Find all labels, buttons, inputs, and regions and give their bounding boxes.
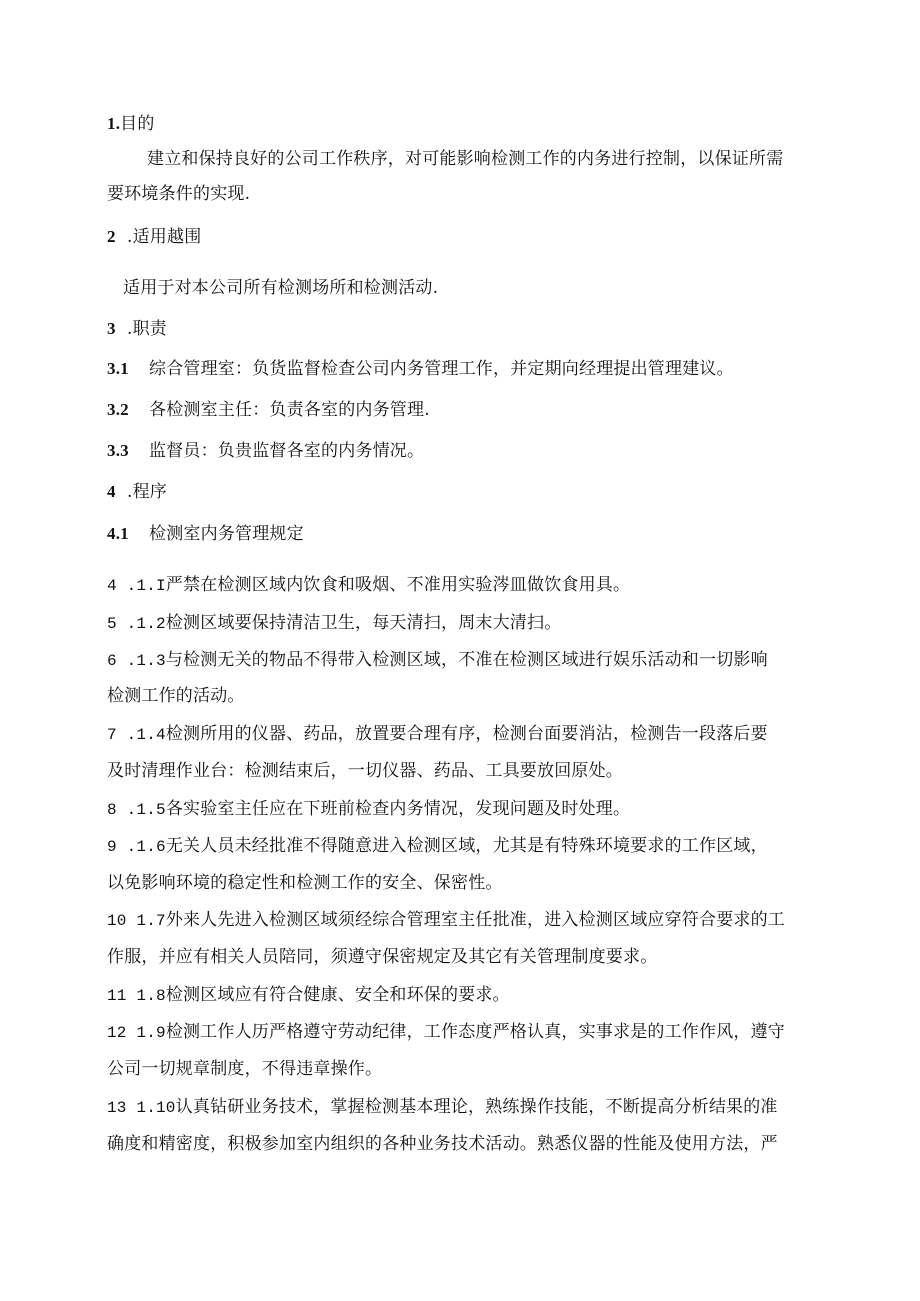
rule-prefix: 6 .1.3 [107, 652, 166, 670]
rule-text: 检测所用的仪器、药品，放置要合理有序，检测台面要消沾，检测告一段落后要 [165, 724, 768, 744]
rule-prefix: 13 1.10 [107, 1099, 176, 1117]
section-1-heading [107, 112, 155, 136]
section-4-number: 4 [107, 482, 116, 501]
rule-prefix: 12 1.9 [107, 1024, 166, 1042]
duty-number: 3.3 [107, 441, 129, 460]
rule-continuation: 检测工作的活动。 [107, 686, 245, 706]
rule-text: 检测区域要保持清洁卫生，每天清扫，周末大清扫。 [165, 613, 562, 633]
rule-item [107, 611, 561, 636]
rule-text: 严禁在检测区域内饮食和吸烟、不准用实验涔皿做饮食用具。 [165, 575, 631, 595]
rule-item [107, 797, 630, 822]
section-3-heading [107, 317, 167, 341]
rule-item [107, 834, 768, 859]
section-1-title: 目的 [120, 114, 155, 134]
duty-text: 综合管理室：负货监督检查公司内务管理工作，并定期向经理提出管理建议。 [149, 359, 734, 379]
rule-text: 检测区域应有符合健康、安全和环保的要求。 [165, 985, 510, 1005]
duty-text: 监督员：负贵监督各室的内务情况。 [149, 441, 425, 461]
section-4-heading [107, 480, 167, 504]
section-2-heading [107, 225, 201, 249]
rule-text: 与检测无关的物品不得带入检测区域，不准在检测区域进行娱乐活动和一切影响 [165, 650, 768, 670]
section-4-title: .程序 [127, 482, 168, 502]
section-3-number: 3 [107, 319, 116, 338]
section-2-body: 适用于对本公司所有检测场所和检测活动. [123, 278, 439, 298]
rule-text: 无关人员未经批准不得随意进入检测区域，尤其是有特殊环境要求的工作区域， [165, 836, 768, 856]
rule-item [107, 722, 768, 747]
rule-prefix: 5 .1.2 [107, 615, 166, 633]
rule-continuation: 以免影响环境的稳定性和检测工作的安全、保密性。 [107, 873, 503, 893]
duty-item [107, 439, 424, 463]
rule-continuation: 确度和精密度，积极参加室内组织的各种业务技术活动。熟悉仪器的性能及使用方法，严 [107, 1134, 778, 1154]
duty-text: 各检测室主任：负责各室的内务管理. [149, 400, 430, 420]
section-1-body-line-1: 建立和保持良好的公司工作秩序，对可能影响检测工作的内务进行控制，以保证所需 [147, 149, 784, 169]
subsection-4-1-heading [107, 522, 304, 546]
rule-prefix: 7 .1.4 [107, 726, 166, 744]
rule-prefix: 9 .1.6 [107, 838, 166, 856]
section-3-title: .职责 [127, 319, 168, 339]
rule-item [107, 573, 630, 598]
subsection-4-1-title: 检测室内务管理规定 [149, 524, 304, 544]
rule-prefix: 8 .1.5 [107, 801, 166, 819]
section-2-number: 2 [107, 227, 116, 246]
duty-number: 3.2 [107, 400, 129, 419]
rule-item [107, 1020, 785, 1045]
section-2-title: .适用越围 [127, 227, 202, 247]
rule-text: 认真钻研业务技术，掌握检测基本理论，熟练操作技能，不断提高分析结果的准 [175, 1097, 778, 1117]
section-1-number: 1. [107, 114, 121, 133]
section-1-body-line-2: 要环境条件的实现. [107, 184, 251, 204]
rule-prefix: 10 1.7 [107, 912, 166, 930]
duty-number: 3.1 [107, 359, 129, 378]
rule-item [107, 908, 785, 933]
rule-item [107, 1095, 778, 1120]
rule-prefix: 11 1.8 [107, 987, 166, 1005]
rule-item [107, 983, 510, 1008]
rule-item [107, 648, 768, 673]
rule-continuation: 作服，并应有相关人员陪同，须遵守保密规定及其它有关管理制度要求。 [107, 947, 658, 967]
duty-item [107, 357, 734, 381]
subsection-4-1-number: 4.1 [107, 524, 129, 543]
rule-prefix: 4 .1.I [107, 577, 166, 595]
duty-item [107, 398, 430, 422]
rule-continuation: 公司一切规章制度，不得违章操作。 [107, 1059, 383, 1079]
rule-text: 外来人先进入检测区域须经综合管理室主任批准，进入检测区域应穿符合要求的工 [165, 910, 786, 930]
rule-continuation: 及时清理作业台：检测结束后，一切仪器、药品、工具要放回原处。 [107, 761, 623, 781]
rule-text: 检测工作人历严格遵守劳动纪律，工作态度严格认真，实事求是的工作作风，遵守 [165, 1022, 786, 1042]
rule-text: 各实验室主任应在下班前检查内务情况，发现问题及时处理。 [165, 799, 631, 819]
